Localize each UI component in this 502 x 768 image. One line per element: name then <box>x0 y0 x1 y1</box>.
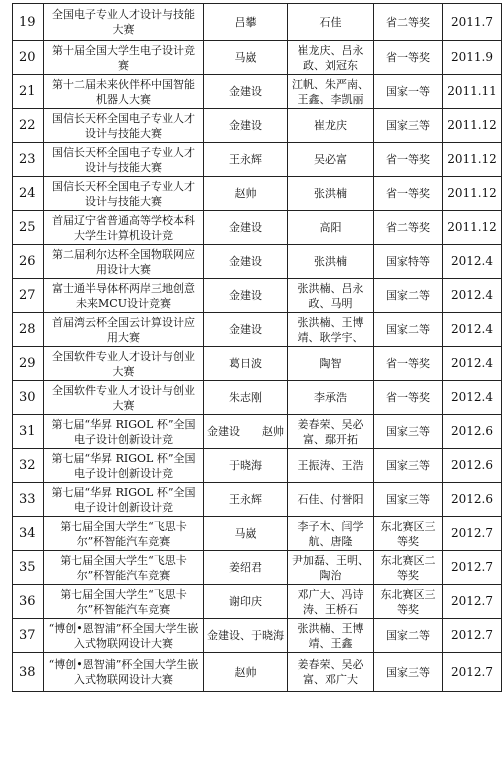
advisor-name: 吕攀 <box>204 4 288 41</box>
student-names: 李承浩 <box>288 381 374 415</box>
table-row <box>13 75 502 109</box>
competition-name: 首届湾云杯全国云计算设计应用大赛 <box>44 313 204 347</box>
row-number: 25 <box>13 211 44 245</box>
table-row <box>13 4 502 41</box>
table-row <box>13 143 502 177</box>
award-level: 省一等奖 <box>374 177 443 211</box>
advisor-name: 赵帅 <box>204 177 288 211</box>
table-row <box>13 177 502 211</box>
table-row <box>13 653 502 692</box>
advisor-name: 赵帅 <box>204 653 288 692</box>
row-number: 30 <box>13 381 44 415</box>
advisor-name: 马崴 <box>204 41 288 75</box>
table-row <box>13 619 502 653</box>
award-date: 2011.9 <box>443 41 502 75</box>
student-names: 张洪楠、王博靖、耿学宇、 <box>288 313 374 347</box>
competition-name: 国信长天杯全国电子专业人才设计与技能大赛 <box>44 143 204 177</box>
awards-table-body <box>13 4 502 692</box>
row-number: 31 <box>13 415 44 449</box>
advisor-name: 金建设 <box>204 245 288 279</box>
row-number: 35 <box>13 551 44 585</box>
advisor-name: 葛日波 <box>204 347 288 381</box>
advisor-name: 谢印庆 <box>204 585 288 619</box>
student-names: 姜春荣、吴必富、邓广大 <box>288 653 374 692</box>
row-number: 37 <box>13 619 44 653</box>
table-row <box>13 211 502 245</box>
competition-name: 全国电子专业人才设计与技能大赛 <box>44 4 204 41</box>
advisor-name: 金建设 <box>204 313 288 347</box>
advisor-name: 朱志刚 <box>204 381 288 415</box>
student-names: 吴必富 <box>288 143 374 177</box>
competition-name: 第七届“华昇 RIGOL 杯”全国电子设计创新设计竞 <box>44 449 204 483</box>
competition-name: 国信长天杯全国电子专业人才设计与技能大赛 <box>44 177 204 211</box>
award-level: 省一等奖 <box>374 143 443 177</box>
award-level: 国家三等 <box>374 415 443 449</box>
advisor-name: 金建设 赵帅 <box>204 415 288 449</box>
award-date: 2011.12 <box>443 109 502 143</box>
table-row <box>13 41 502 75</box>
award-date: 2012.7 <box>443 517 502 551</box>
award-level: 省二等奖 <box>374 4 443 41</box>
row-number: 38 <box>13 653 44 692</box>
award-level: 省一等奖 <box>374 381 443 415</box>
award-date: 2012.7 <box>443 551 502 585</box>
award-level: 国家特等 <box>374 245 443 279</box>
award-date: 2012.7 <box>443 619 502 653</box>
competition-name: 第七届全国大学生“飞思卡尔”杯智能汽车竞赛 <box>44 517 204 551</box>
row-number: 24 <box>13 177 44 211</box>
competition-name: 第七届“华昇 RIGOL 杯”全国电子设计创新设计竞 <box>44 483 204 517</box>
row-number: 23 <box>13 143 44 177</box>
award-date: 2012.6 <box>443 483 502 517</box>
table-row <box>13 313 502 347</box>
competition-name: 富士通半导体杯两岸三地创意未来MCU设计竞赛 <box>44 279 204 313</box>
competition-name: 第十届全国大学生电子设计竞赛 <box>44 41 204 75</box>
table-row <box>13 449 502 483</box>
table-row <box>13 551 502 585</box>
student-names: 姜春荣、吴必富、鄢开拓 <box>288 415 374 449</box>
row-number: 33 <box>13 483 44 517</box>
award-level: 省一等奖 <box>374 41 443 75</box>
student-names: 陶智 <box>288 347 374 381</box>
student-names: 张洪楠、王博靖、王鑫 <box>288 619 374 653</box>
advisor-name: 金建设 <box>204 109 288 143</box>
award-date: 2011.12 <box>443 177 502 211</box>
student-names: 李子木、闫学航、唐隆 <box>288 517 374 551</box>
row-number: 26 <box>13 245 44 279</box>
row-number: 20 <box>13 41 44 75</box>
competition-name: 第七届全国大学生“飞思卡尔”杯智能汽车竞赛 <box>44 585 204 619</box>
table-row <box>13 245 502 279</box>
competition-name: 第二届利尔达杯全国物联网应用设计大赛 <box>44 245 204 279</box>
award-level: 省一等奖 <box>374 347 443 381</box>
competition-name: 国信长天杯全国电子专业人才设计与技能大赛 <box>44 109 204 143</box>
award-date: 2012.6 <box>443 415 502 449</box>
award-date: 2012.7 <box>443 653 502 692</box>
award-date: 2011.12 <box>443 143 502 177</box>
award-level: 国家三等 <box>374 449 443 483</box>
competition-name: 首届辽宁省普通高等学校本科大学生计算机设计竞 <box>44 211 204 245</box>
award-level: 省二等奖 <box>374 211 443 245</box>
award-level: 东北赛区三等奖 <box>374 585 443 619</box>
row-number: 28 <box>13 313 44 347</box>
table-row <box>13 347 502 381</box>
advisor-name: 金建设、于晓海 <box>204 619 288 653</box>
award-date: 2011.11 <box>443 75 502 109</box>
awards-table <box>12 3 502 692</box>
advisor-name: 金建设 <box>204 211 288 245</box>
table-row <box>13 415 502 449</box>
award-date: 2012.4 <box>443 381 502 415</box>
student-names: 石佳 <box>288 4 374 41</box>
student-names: 张洪楠 <box>288 245 374 279</box>
competition-name: 全国软件专业人才设计与创业大赛 <box>44 347 204 381</box>
student-names: 王振涛、王浩 <box>288 449 374 483</box>
award-date: 2011.7 <box>443 4 502 41</box>
table-row <box>13 279 502 313</box>
competition-name: 第七届“华昇 RIGOL 杯”全国电子设计创新设计竞 <box>44 415 204 449</box>
advisor-name: 金建设 <box>204 279 288 313</box>
table-row <box>13 585 502 619</box>
row-number: 32 <box>13 449 44 483</box>
advisor-name: 马崴 <box>204 517 288 551</box>
row-number: 19 <box>13 4 44 41</box>
student-names: 崔龙庆 <box>288 109 374 143</box>
award-level: 国家三等 <box>374 653 443 692</box>
award-date: 2012.7 <box>443 585 502 619</box>
competition-name: “博创•恩智浦”杯全国大学生嵌入式物联网设计大赛 <box>44 619 204 653</box>
award-level: 东北赛区二等奖 <box>374 551 443 585</box>
student-names: 崔龙庆、吕永政、刘冠东 <box>288 41 374 75</box>
row-number: 21 <box>13 75 44 109</box>
advisor-name: 王永辉 <box>204 483 288 517</box>
award-level: 国家一等 <box>374 75 443 109</box>
advisor-name: 姜绍君 <box>204 551 288 585</box>
award-date: 2012.4 <box>443 279 502 313</box>
award-date: 2012.4 <box>443 313 502 347</box>
advisor-name: 金建设 <box>204 75 288 109</box>
row-number: 36 <box>13 585 44 619</box>
student-names: 邓广大、冯诗涛、王桥石 <box>288 585 374 619</box>
table-row <box>13 517 502 551</box>
award-level: 东北赛区三等奖 <box>374 517 443 551</box>
student-names: 张洪楠 <box>288 177 374 211</box>
student-names: 江帆、朱严南、王鑫、李凯丽 <box>288 75 374 109</box>
competition-name: “博创•恩智浦”杯全国大学生嵌入式物联网设计大赛 <box>44 653 204 692</box>
competition-name: 第七届全国大学生“飞思卡尔”杯智能汽车竞赛 <box>44 551 204 585</box>
advisor-name: 于晓海 <box>204 449 288 483</box>
award-level: 国家二等 <box>374 279 443 313</box>
student-names: 石佳、付誉阳 <box>288 483 374 517</box>
competition-name: 第十二届未来伙伴杯中国智能机器人大赛 <box>44 75 204 109</box>
student-names: 尹加磊、王明、陶治 <box>288 551 374 585</box>
award-date: 2012.6 <box>443 449 502 483</box>
student-names: 张洪楠、吕永政、马明 <box>288 279 374 313</box>
award-level: 国家三等 <box>374 483 443 517</box>
award-level: 国家三等 <box>374 109 443 143</box>
student-names: 高阳 <box>288 211 374 245</box>
award-level: 国家二等 <box>374 313 443 347</box>
row-number: 27 <box>13 279 44 313</box>
table-row <box>13 109 502 143</box>
table-row <box>13 381 502 415</box>
row-number: 34 <box>13 517 44 551</box>
award-level: 国家二等 <box>374 619 443 653</box>
competition-name: 全国软件专业人才设计与创业大赛 <box>44 381 204 415</box>
row-number: 22 <box>13 109 44 143</box>
award-date: 2012.4 <box>443 245 502 279</box>
advisor-name: 王永辉 <box>204 143 288 177</box>
award-date: 2012.4 <box>443 347 502 381</box>
table-row <box>13 483 502 517</box>
row-number: 29 <box>13 347 44 381</box>
award-date: 2011.12 <box>443 211 502 245</box>
